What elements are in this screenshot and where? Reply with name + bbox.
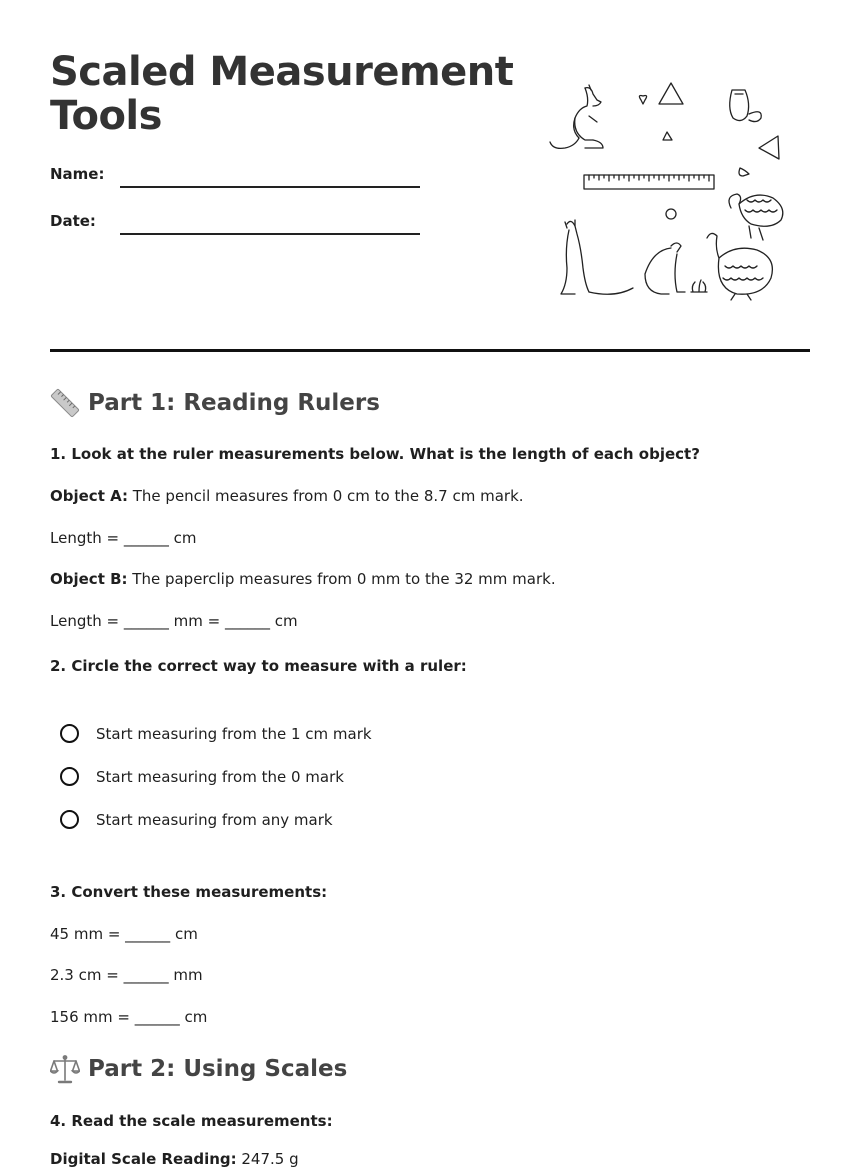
part2-heading-text: Part 2: Using Scales — [88, 1056, 348, 1082]
object-a-text: The pencil measures from 0 cm to the 8.7 cm mark. — [127, 487, 524, 505]
question-4-prompt: 4. Read the scale measurements: — [50, 1112, 333, 1130]
part1-heading — [50, 388, 380, 418]
object-b-text: The paperclip measures from 0 mm to the 32 mm mark. — [127, 570, 556, 588]
conversion-item-3[interactable]: 156 mm = ______ cm — [50, 1008, 208, 1026]
object-a-answer[interactable]: Length = ______ cm — [50, 529, 197, 547]
plant-icon — [691, 280, 707, 292]
cup-icon — [730, 90, 762, 122]
object-a-line — [50, 487, 524, 505]
q2-option-2[interactable] — [60, 767, 344, 786]
conversion-item-1[interactable]: 45 mm = ______ cm — [50, 925, 198, 943]
balance-scale-icon — [50, 1054, 80, 1084]
ruler-drawing-icon — [584, 175, 714, 189]
digital-scale-label: Digital Scale Reading: — [50, 1150, 237, 1168]
date-blank-line[interactable] — [120, 233, 420, 235]
question-3-prompt: 3. Convert these measurements: — [50, 883, 328, 901]
q2-option-1[interactable] — [60, 724, 372, 743]
radio-circle[interactable] — [60, 724, 79, 743]
large-emu-icon — [707, 233, 772, 300]
digital-scale-value: 247.5 g — [236, 1150, 299, 1168]
digital-scale-line — [50, 1150, 299, 1168]
ruler-icon — [50, 388, 80, 418]
drop-icon — [739, 168, 749, 176]
conversion-item-2[interactable]: 2.3 cm = ______ mm — [50, 966, 203, 984]
name-blank-line[interactable] — [120, 186, 420, 188]
header-divider — [50, 349, 810, 352]
radio-circle[interactable] — [60, 767, 79, 786]
small-triangle-icon — [663, 132, 672, 140]
circle-icon — [666, 209, 676, 219]
corner-triangle-icon — [759, 136, 779, 159]
worksheet-title — [50, 50, 513, 138]
object-b-label: Object B: — [50, 570, 128, 588]
date-label: Date: — [50, 212, 96, 230]
title-line-2: Tools — [50, 93, 162, 139]
triangle-icon — [659, 83, 683, 104]
q2-option-3[interactable] — [60, 810, 333, 829]
part1-heading-text: Part 1: Reading Rulers — [88, 390, 380, 416]
object-b-answer[interactable]: Length = ______ mm = ______ cm — [50, 612, 298, 630]
question-2-prompt: 2. Circle the correct way to measure with a ruler: — [50, 657, 467, 675]
part2-heading — [50, 1054, 347, 1084]
q2-option-3-label: Start measuring from any mark — [96, 810, 333, 829]
standing-kangaroo-icon — [561, 220, 633, 294]
small-kangaroo-icon — [645, 243, 685, 294]
q2-option-1-label: Start measuring from the 1 cm mark — [96, 724, 372, 743]
question-1-prompt: 1. Look at the ruler measurements below. What is the length of each object? — [50, 445, 700, 463]
title-line-1: Scaled Measurement — [50, 49, 514, 95]
name-label: Name: — [50, 165, 105, 183]
object-b-line — [50, 570, 556, 588]
q2-option-2-label: Start measuring from the 0 mark — [96, 767, 344, 786]
radio-circle[interactable] — [60, 810, 79, 829]
heart-icon — [639, 96, 646, 105]
object-a-label: Object A: — [50, 487, 128, 505]
kangaroo-icon — [550, 85, 603, 148]
measurement-clipart-illustration — [545, 78, 790, 303]
emu-icon — [729, 194, 783, 240]
